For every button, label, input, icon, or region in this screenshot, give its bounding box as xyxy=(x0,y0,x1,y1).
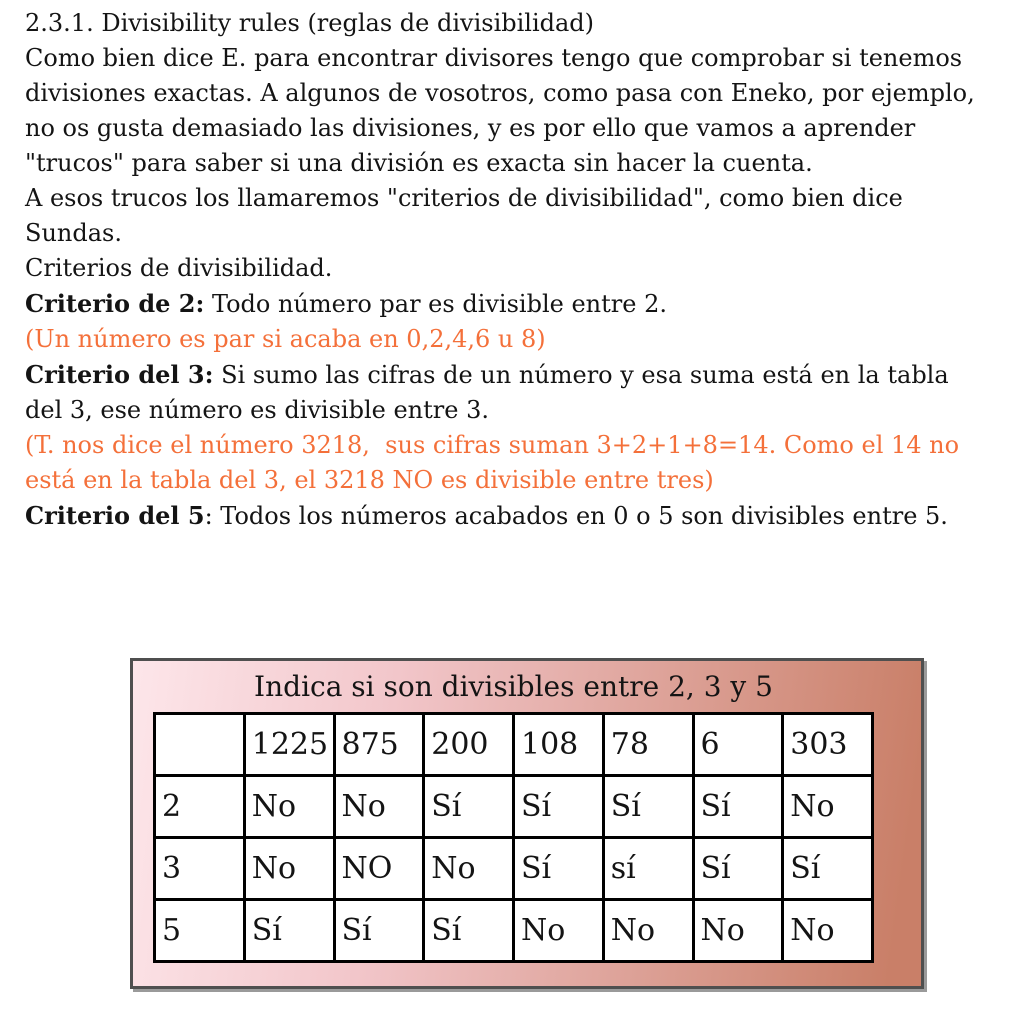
row-label: 3 xyxy=(155,838,245,900)
text-line: "trucos" para saber si una división es exacta sin hacer la cuenta. xyxy=(25,149,813,177)
divisibility-table xyxy=(153,712,874,963)
table-cell: No xyxy=(783,776,873,838)
section-heading xyxy=(25,6,975,41)
table-cell: Sí xyxy=(693,838,783,900)
header-cell: 1225 xyxy=(244,714,334,776)
table-cell: Sí xyxy=(424,900,514,962)
text-line: 2.3.1. Divisibility rules (reglas de divisibilidad) xyxy=(25,9,595,37)
exercise-box xyxy=(130,658,924,989)
row-label: 5 xyxy=(155,900,245,962)
criterio-3-note: (T. nos dice el número 3218, sus cifras suman 3+2+1+8=14. Como el 14 no xyxy=(25,431,960,459)
text-line: Criterios de divisibilidad. xyxy=(25,254,333,282)
table-cell: No xyxy=(603,900,693,962)
criterio-2-note: (Un número es par si acaba en 0,2,4,6 u 8) xyxy=(25,325,546,353)
criterio-5-label: Criterio del 5 xyxy=(25,501,205,530)
table-cell: No xyxy=(244,776,334,838)
header-cell: 303 xyxy=(783,714,873,776)
text-line: Como bien dice E. para encontrar divisores tengo que comprobar si tenemos xyxy=(25,44,963,72)
text-line: Sundas. xyxy=(25,219,122,247)
text-line: del 3, ese número es divisible entre 3. xyxy=(25,396,489,424)
header-cell-empty xyxy=(155,714,245,776)
header-cell: 6 xyxy=(693,714,783,776)
table-cell: Sí xyxy=(514,838,604,900)
header-cell: 200 xyxy=(424,714,514,776)
table-row xyxy=(155,776,873,838)
criterio-3-label: Criterio del 3: xyxy=(25,360,214,389)
table-cell: No xyxy=(244,838,334,900)
criterio-3-line: Criterio del 3: Si sumo las cifras de un número y esa suma está en la tabla xyxy=(25,360,949,389)
header-cell: 875 xyxy=(334,714,424,776)
table-cell: No xyxy=(514,900,604,962)
table-cell: sí xyxy=(603,838,693,900)
table-cell: Sí xyxy=(783,838,873,900)
table-cell: No xyxy=(424,838,514,900)
table-header-row xyxy=(155,714,873,776)
header-cell: 78 xyxy=(603,714,693,776)
table-cell: No xyxy=(783,900,873,962)
table-title: Indica si son divisibles entre 2, 3 y 5 xyxy=(254,670,773,703)
text-line: divisiones exactas. A algunos de vosotros, como pasa con Eneko, por ejemplo, xyxy=(25,79,975,107)
table-cell: Sí xyxy=(514,776,604,838)
header-cell: 108 xyxy=(514,714,604,776)
row-label: 2 xyxy=(155,776,245,838)
table-cell: No xyxy=(693,900,783,962)
criterio-5-line: Criterio del 5: Todos los números acabados en 0 o 5 son divisibles entre 5. xyxy=(25,501,948,530)
criterio-3-note: está en la tabla del 3, el 3218 NO es divisible entre tres) xyxy=(25,466,714,494)
table-cell: Sí xyxy=(693,776,783,838)
table-cell: Sí xyxy=(603,776,693,838)
table-cell: NO xyxy=(334,838,424,900)
text-line: A esos trucos los llamaremos "criterios de divisibilidad", como bien dice xyxy=(25,184,903,212)
table-cell: Sí xyxy=(424,776,514,838)
criterio-2-line: Criterio de 2: Todo número par es divisible entre 2. xyxy=(25,289,667,318)
table-cell: Sí xyxy=(244,900,334,962)
table-row xyxy=(155,900,873,962)
criterio-2-label: Criterio de 2: xyxy=(25,289,205,318)
lesson-text xyxy=(25,6,975,534)
table-cell: No xyxy=(334,776,424,838)
table-row xyxy=(155,838,873,900)
text-line: no os gusta demasiado las divisiones, y es por ello que vamos a aprender xyxy=(25,114,916,142)
table-cell: Sí xyxy=(334,900,424,962)
